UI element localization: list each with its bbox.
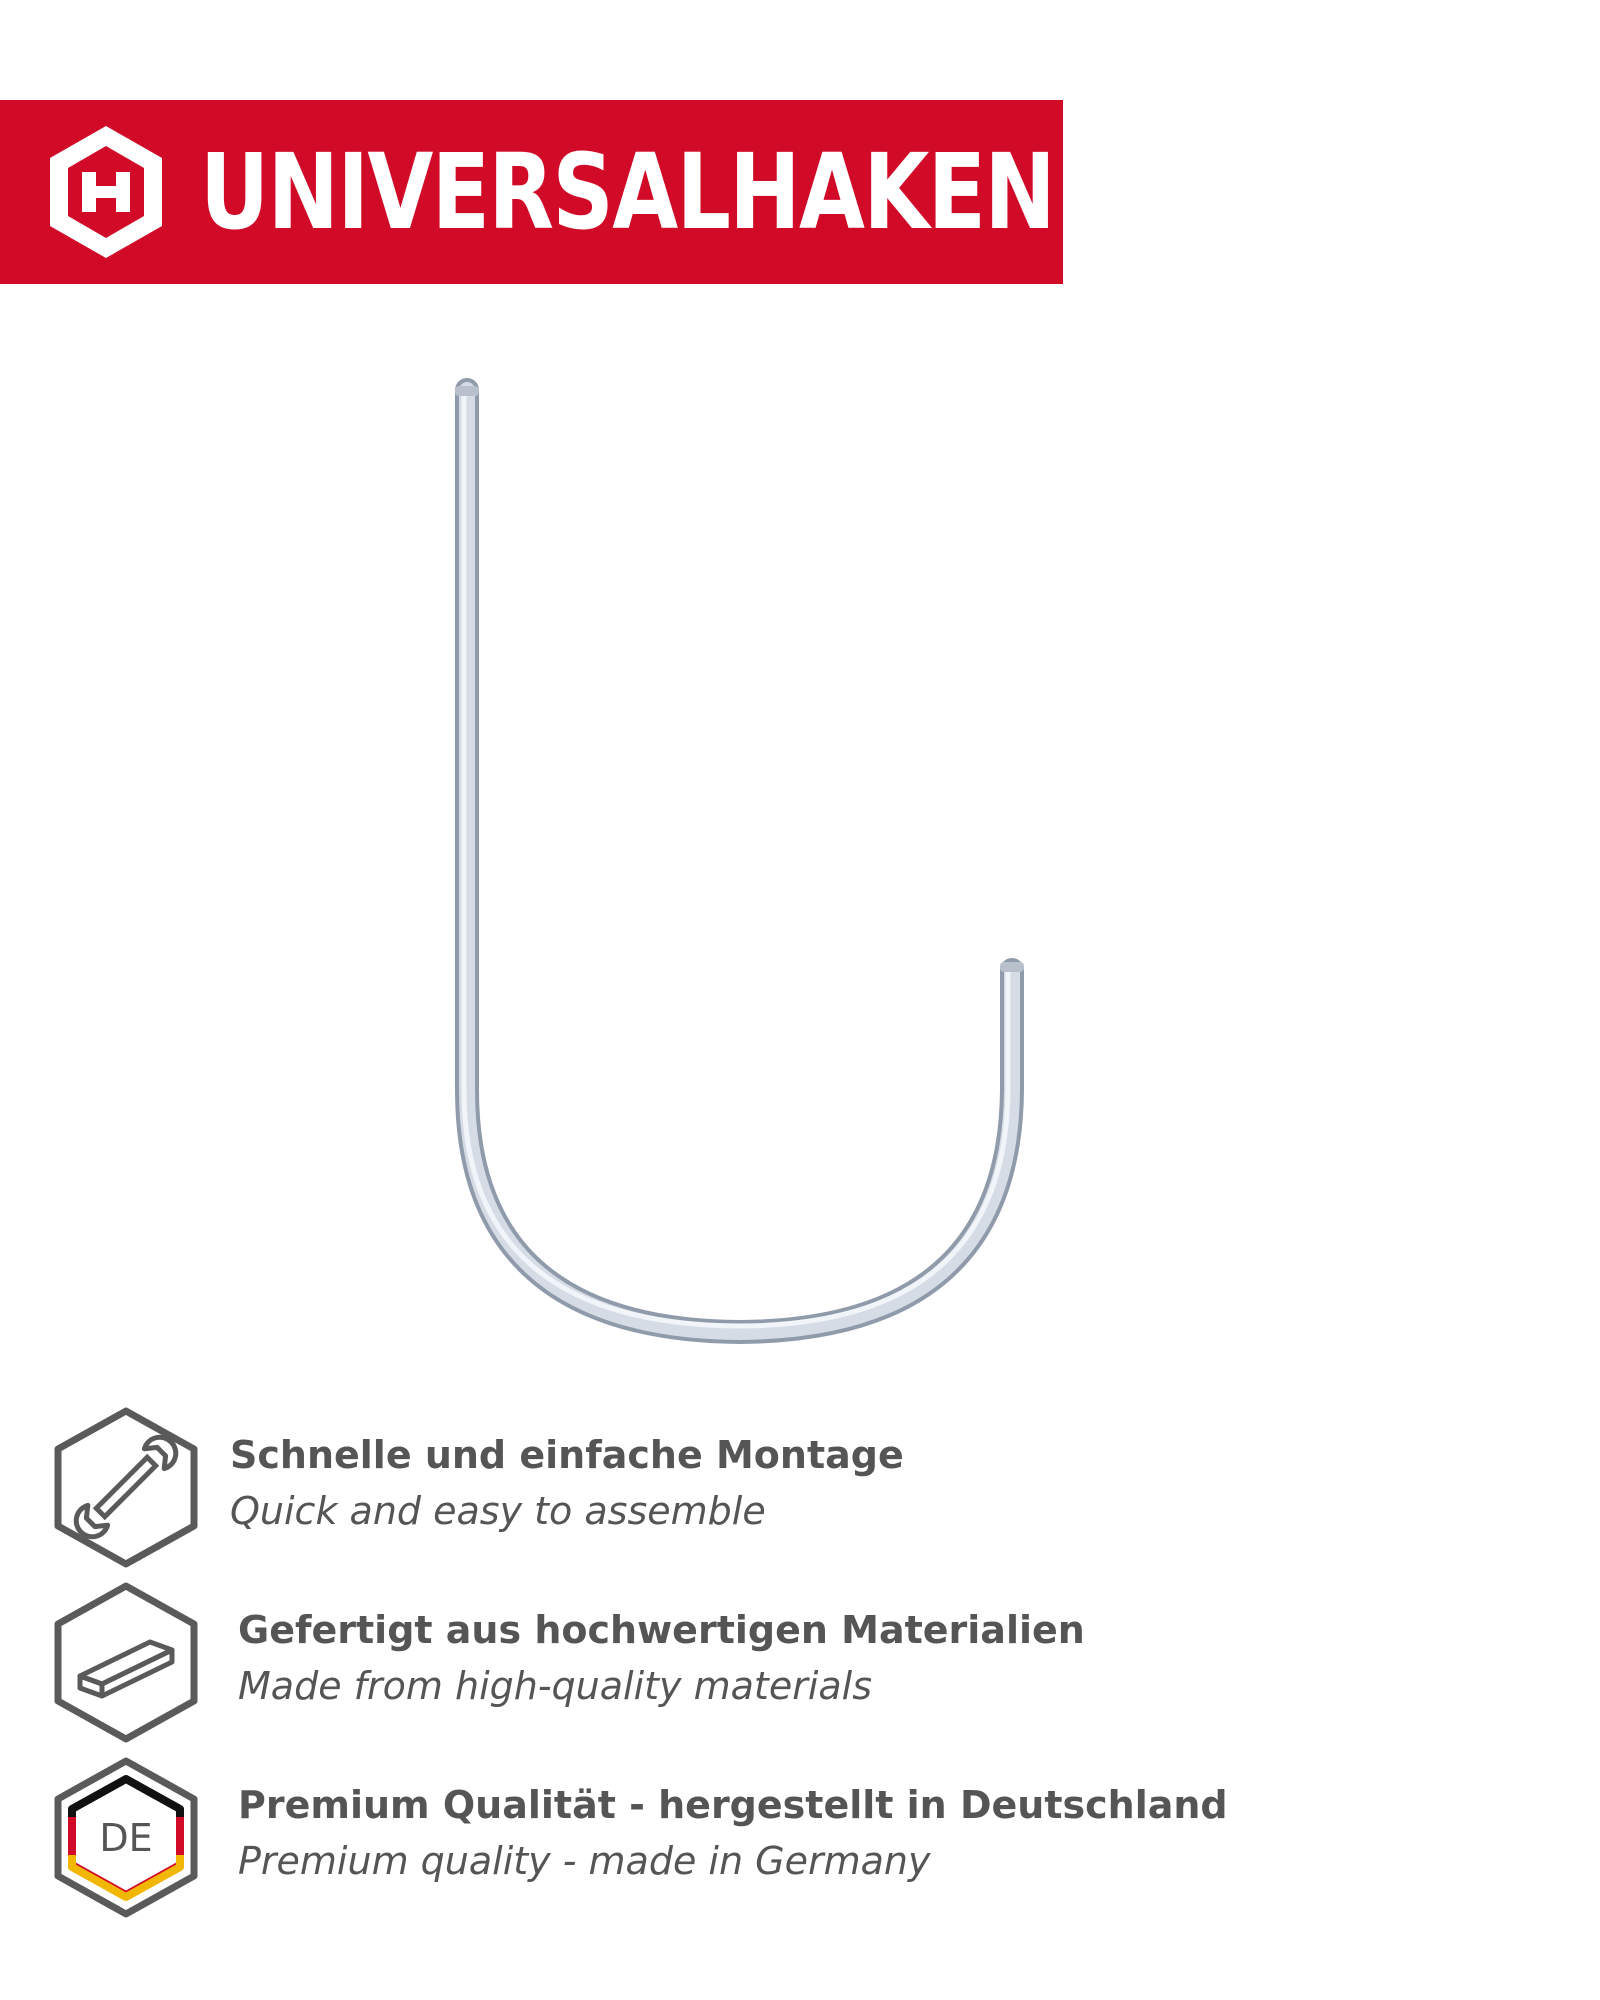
- feature-title-en: Made from high-quality materials: [238, 1664, 873, 1708]
- feature-title-de: Premium Qualität - hergestellt in Deutschland: [238, 1783, 1228, 1827]
- brand-banner: [0, 100, 1063, 284]
- feature-title-de: Gefertigt aus hochwertigen Materialien: [238, 1608, 1085, 1652]
- feature-materials: [50, 1580, 1500, 1750]
- feature-title-en: Premium quality - made in Germany: [238, 1839, 931, 1883]
- de-label: DE: [99, 1816, 153, 1860]
- germany-flag-hexagon-icon: [50, 1755, 202, 1920]
- feature-title-de: Schnelle und einfache Montage: [230, 1433, 904, 1477]
- wrench-icon: [50, 1405, 202, 1570]
- hexagon-h-logo-icon: [44, 122, 168, 262]
- feature-title-en: Quick and easy to assemble: [230, 1489, 766, 1533]
- feature-assembly: [50, 1405, 1500, 1575]
- product-hook-image: [420, 370, 1060, 1360]
- feature-made-in-germany: [50, 1755, 1500, 1925]
- banner-title: UNIVERSALHAKEN: [200, 131, 1055, 253]
- material-bar-icon: [50, 1580, 202, 1745]
